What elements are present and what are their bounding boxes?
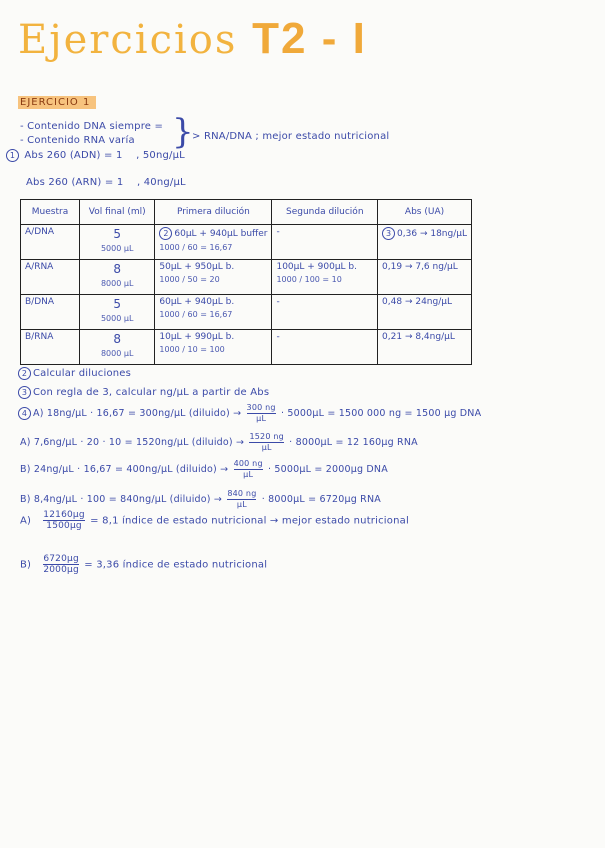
ratio-den: 2000µg — [43, 565, 79, 575]
ratio-label: B) — [20, 559, 32, 571]
cell-primera — [155, 225, 272, 260]
ratio-num: 6720µg — [43, 554, 79, 564]
vol-ul: 8000 µL — [100, 279, 134, 288]
note-rna: - Contenido RNA varía — [20, 135, 135, 146]
cell-vol — [80, 295, 155, 330]
table-row — [21, 260, 472, 295]
cell-segunda — [272, 295, 378, 330]
abs-rna-line — [26, 177, 186, 188]
primera-factor: 1000 / 60 = 16,67 — [159, 310, 233, 319]
ratio-fraction — [43, 510, 84, 531]
abs-text: 0,21 → 8,4ng/µL — [382, 332, 455, 342]
primera-text: 50µL + 950µL b. — [159, 262, 235, 272]
note-dna: - Contenido DNA siempre = — [20, 121, 164, 132]
primera-text: 10µL + 990µL b. — [159, 332, 235, 342]
step-2-text: Calcular diluciones — [33, 368, 132, 379]
table-row — [21, 295, 472, 330]
calc-fraction — [247, 403, 276, 424]
ratio-num: 12160µg — [43, 510, 85, 520]
cell-vol — [80, 330, 155, 365]
header-abs: Abs (UA) — [378, 200, 472, 225]
calc-den: µL — [236, 500, 247, 509]
calc-pre: A) 18ng/µL · 16,67 = 300ng/µL (diluido) → — [33, 408, 242, 419]
abs-text: 0,19 → 7,6 ng/µL — [382, 262, 458, 272]
calc-post: · 5000µL = 2000µg DNA — [267, 464, 388, 475]
segunda-factor: 1000 / 100 = 10 — [276, 275, 342, 284]
calc-line — [18, 403, 481, 424]
cell-muestra: B/RNA — [21, 330, 80, 365]
step-number: 3 — [18, 386, 31, 399]
calc-pre: B) 24ng/µL · 16,67 = 400ng/µL (diluido) → — [20, 464, 229, 475]
step-3-text: Con regla de 3, calcular ng/µL a partir de Abs — [33, 387, 270, 398]
vol-ml: 5 — [113, 297, 121, 311]
cell-abs — [378, 295, 472, 330]
primera-factor: 1000 / 60 = 16,67 — [159, 243, 233, 252]
calc-den: µL — [243, 470, 254, 479]
calc-line — [20, 459, 388, 480]
ratio-line — [20, 554, 267, 575]
segunda-text: - — [276, 297, 280, 307]
header-primera: Primera dilución — [155, 200, 272, 225]
calc-num: 1520 ng — [249, 432, 284, 441]
calc-pre: A) 7,6ng/µL · 20 · 10 = 1520ng/µL (diluido) → — [20, 437, 245, 448]
calc-pre: B) 8,4ng/µL · 100 = 840ng/µL (diluido) → — [20, 494, 223, 505]
step-number: 4 — [18, 407, 31, 420]
step-3 — [18, 386, 269, 399]
abs-rna-label: Abs 260 (ARN) = 1 — [26, 177, 124, 188]
header-muestra: Muestra — [21, 200, 80, 225]
step-number: 2 — [159, 227, 172, 240]
abs-dna-value: , 50ng/µL — [136, 150, 185, 161]
header-vol: Vol final (ml) — [80, 200, 155, 225]
calc-fraction — [227, 489, 256, 510]
abs-rna-value: , 40ng/µL — [136, 177, 186, 188]
cell-muestra: A/DNA — [21, 225, 80, 260]
ratio-post: = 3,36 índice de estado nutricional — [84, 559, 268, 571]
calc-num: 840 ng — [227, 489, 257, 498]
dilution-table — [20, 199, 472, 365]
calc-line — [20, 432, 418, 453]
vol-ul: 5000 µL — [100, 244, 134, 253]
vol-ml: 8 — [113, 262, 121, 276]
cell-primera — [155, 330, 272, 365]
cell-segunda — [272, 225, 378, 260]
page-title — [18, 14, 367, 64]
cell-muestra: B/DNA — [21, 295, 80, 330]
calc-post: · 8000µL = 6720µg RNA — [261, 494, 381, 505]
table-row — [21, 330, 472, 365]
abs-text: 0,48 → 24ng/µL — [382, 297, 452, 307]
table-row — [21, 225, 472, 260]
abs-text: 0,36 → 18ng/µL — [397, 229, 467, 239]
abs-dna-line — [6, 149, 185, 162]
segunda-text: - — [276, 227, 280, 237]
vol-ul: 5000 µL — [100, 314, 134, 323]
primera-factor: 1000 / 50 = 20 — [159, 275, 220, 284]
ratio-fraction — [43, 554, 79, 575]
ratio-label: A) — [20, 515, 32, 527]
calc-den: µL — [256, 414, 267, 423]
vol-ml: 5 — [113, 227, 121, 241]
brace-mark: } — [172, 112, 194, 152]
vol-ml: 8 — [113, 332, 121, 346]
ratio-line — [20, 510, 409, 531]
primera-text: 60µL + 940µL b. — [159, 297, 235, 307]
calc-line — [20, 489, 381, 510]
step-number: 2 — [18, 367, 31, 380]
title-main: Ejercicios — [18, 17, 238, 63]
cell-vol — [80, 225, 155, 260]
step-number: 1 — [6, 149, 19, 162]
note-result: > RNA/DNA ; mejor estado nutricional — [192, 131, 390, 142]
table-header-row — [21, 200, 472, 225]
calc-post: · 8000µL = 12 160µg RNA — [289, 437, 418, 448]
calc-num: 300 ng — [246, 403, 276, 412]
calc-num: 400 ng — [233, 459, 263, 468]
calc-post: · 5000µL = 1500 000 ng = 1500 µg DNA — [280, 408, 482, 419]
cell-muestra: A/RNA — [21, 260, 80, 295]
cell-primera — [155, 295, 272, 330]
cell-primera — [155, 260, 272, 295]
abs-dna-label: Abs 260 (ADN) = 1 — [24, 150, 123, 161]
cell-segunda — [272, 330, 378, 365]
cell-abs — [378, 260, 472, 295]
calc-fraction — [249, 432, 283, 453]
cell-abs — [378, 330, 472, 365]
calc-den: µL — [261, 443, 272, 452]
title-code: T2 - I — [252, 14, 367, 63]
segunda-text: 100µL + 900µL b. — [276, 262, 358, 272]
segunda-text: - — [276, 332, 280, 342]
primera-text: 60µL + 940µL buffer — [174, 229, 268, 239]
cell-abs — [378, 225, 472, 260]
ratio-den: 1500µg — [46, 521, 82, 531]
ratio-post: = 8,1 índice de estado nutricional → mejor estado nutricional — [90, 515, 409, 527]
exercise-heading: EJERCICIO 1 — [18, 96, 96, 109]
step-2 — [18, 367, 131, 380]
primera-factor: 1000 / 10 = 100 — [159, 345, 225, 354]
vol-ul: 8000 µL — [100, 349, 134, 358]
cell-vol — [80, 260, 155, 295]
calc-fraction — [234, 459, 263, 480]
header-segunda: Segunda dilución — [272, 200, 378, 225]
step-number: 3 — [382, 227, 395, 240]
cell-segunda — [272, 260, 378, 295]
